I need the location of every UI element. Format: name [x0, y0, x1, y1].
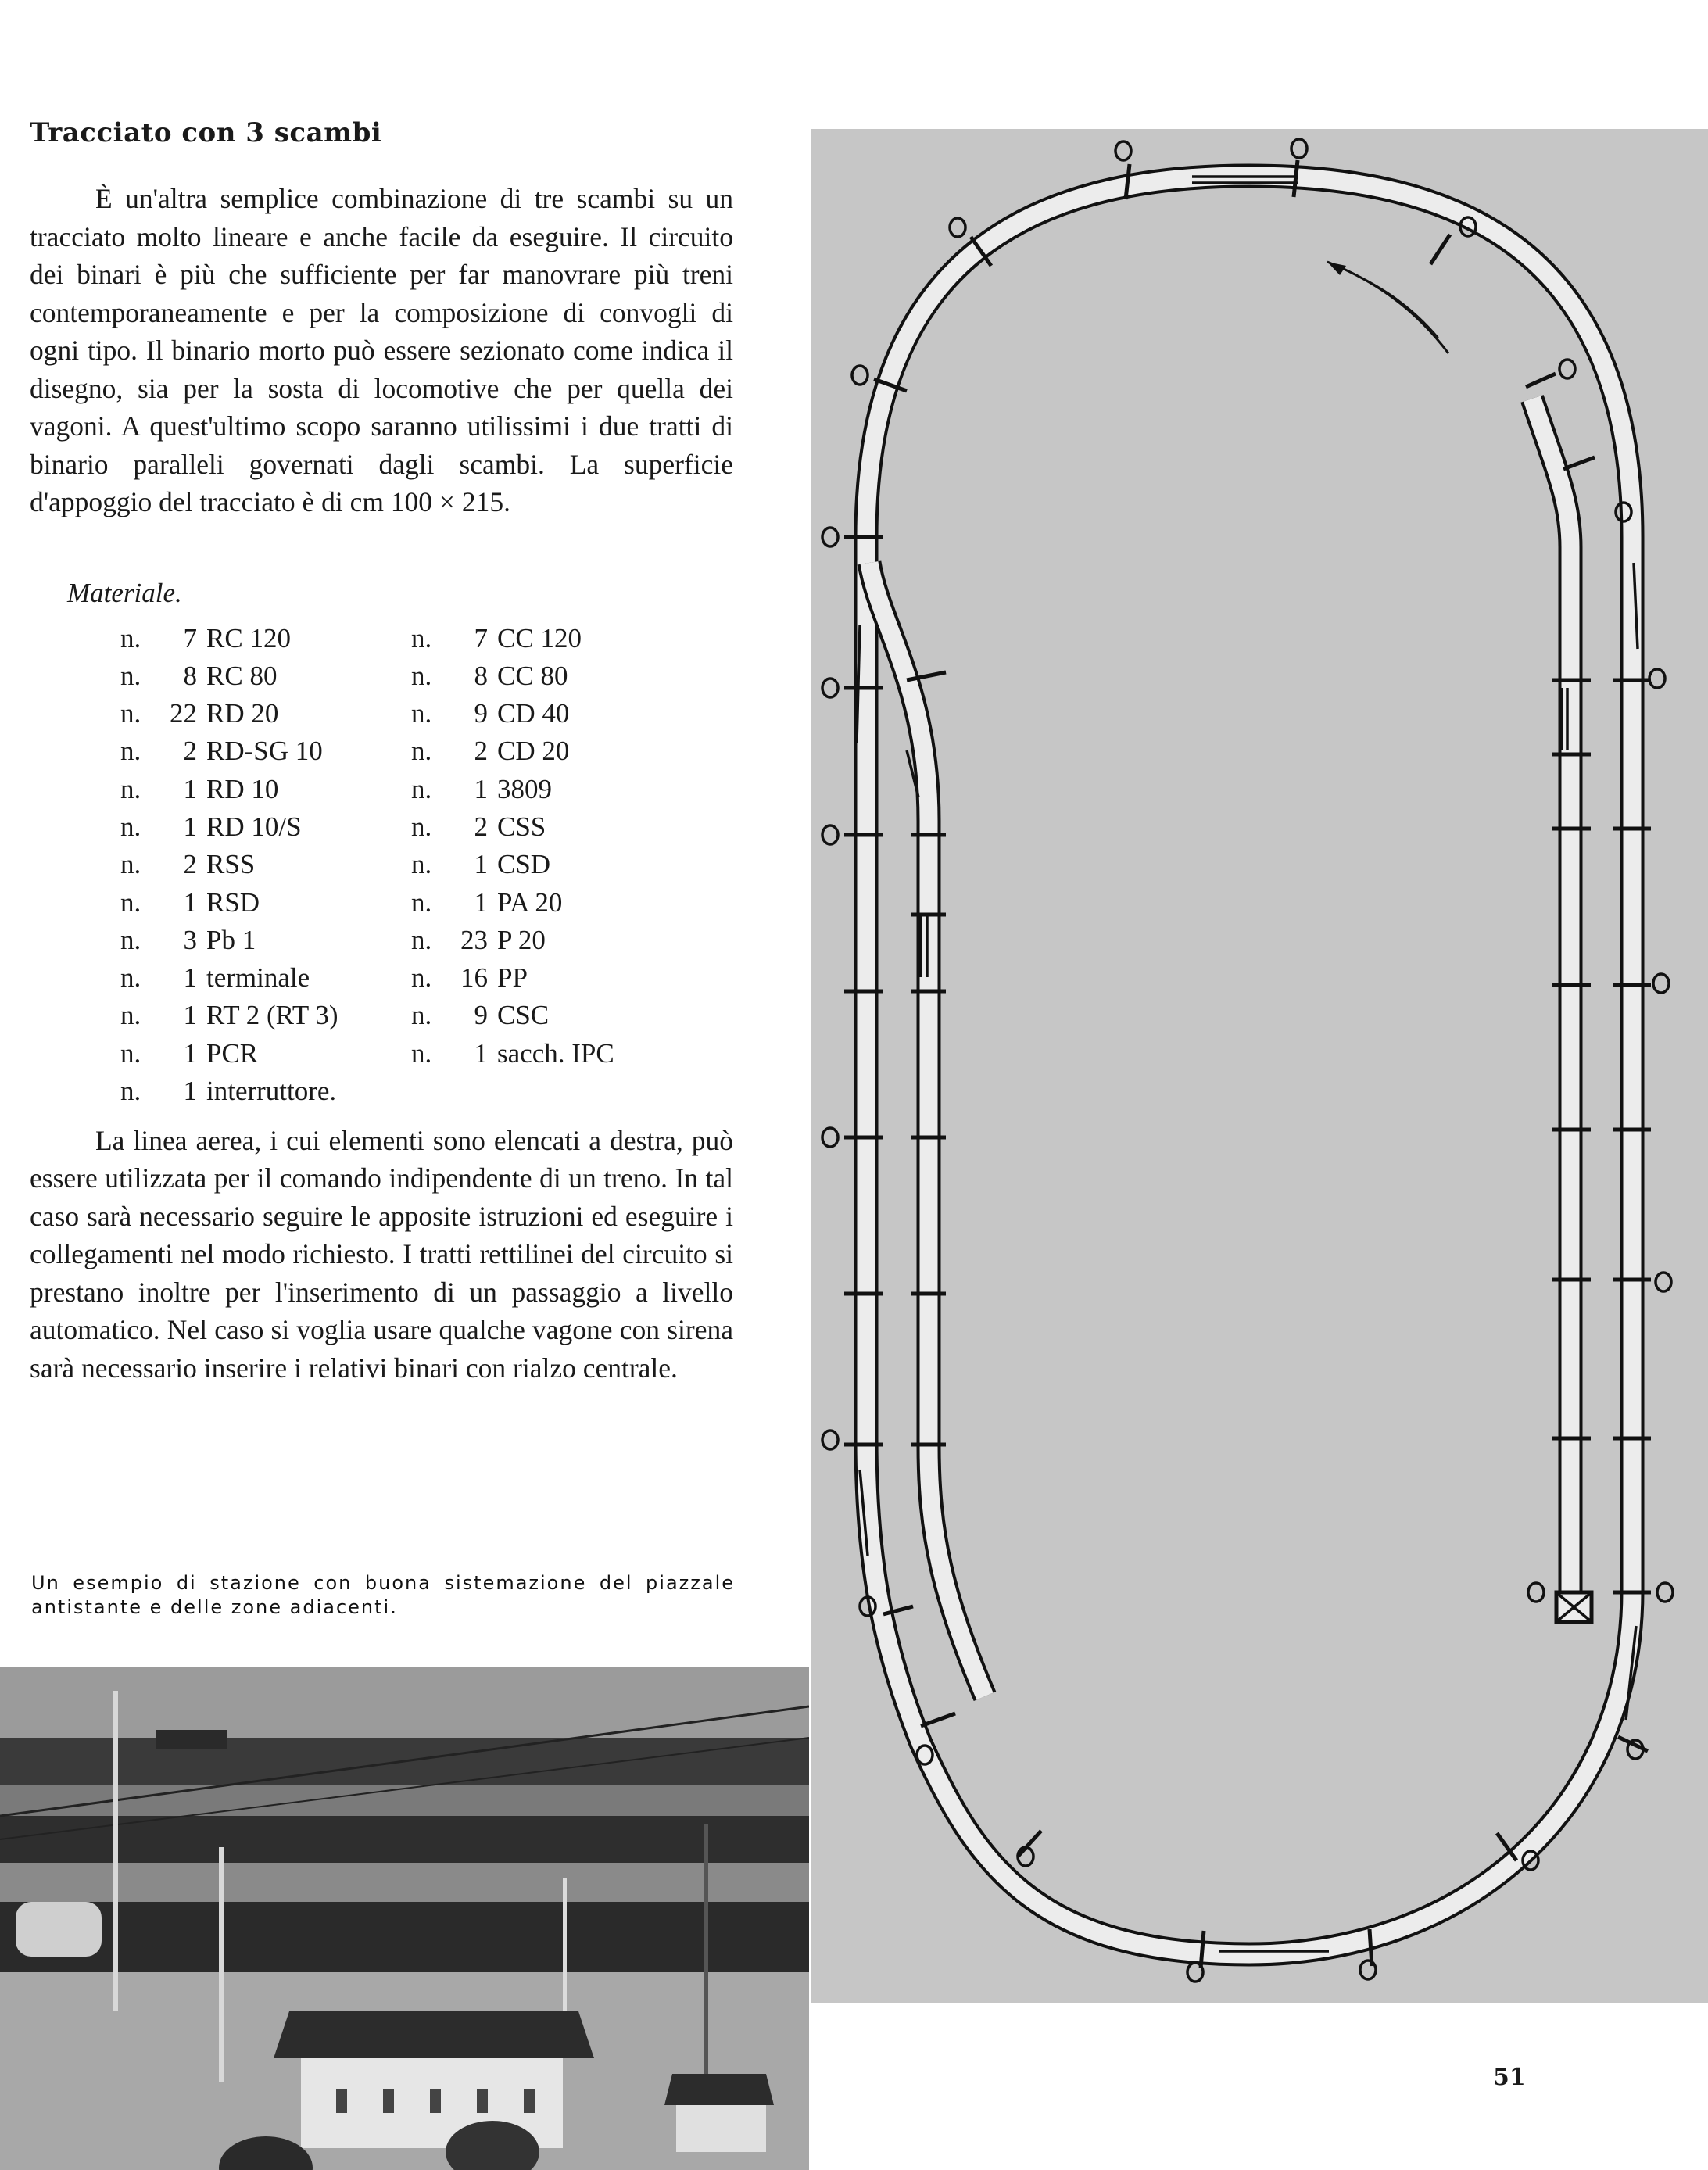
materials-quantity: 7	[474, 622, 488, 654]
page-title: Tracciato con 3 scambi	[30, 117, 382, 149]
materials-prefix: n.	[120, 736, 141, 767]
materials-prefix: n.	[411, 622, 432, 654]
materials-row	[120, 661, 338, 698]
materials-quantity: 7	[183, 622, 197, 654]
materials-row	[411, 962, 614, 1000]
materials-item: sacch. IPC	[497, 1037, 614, 1069]
materials-row	[411, 736, 614, 773]
buffer-stop-icon	[1556, 1592, 1592, 1622]
materials-item: RD 10	[206, 773, 279, 804]
overhead-line-paragraph: La linea aerea, i cui elementi sono elencati a destra, può essere utilizzata per il comando indipendente di un treno. In tal caso sarà necessario seguire le apposite istruzioni ed eseguire i collegamenti nel modo richiesto. I tratti rettilinei del circuito si prestano inoltre per l'inserimento di un passaggio a livello automatico. Nel caso si voglia usare qualche vagone con sirena sarà necessario inserire i relativi binari con rialzo centrale.	[30, 1124, 733, 1384]
materials-prefix: n.	[411, 736, 432, 767]
materials-item: P 20	[497, 924, 546, 955]
materials-item: CSC	[497, 1000, 550, 1031]
materials-column-left	[120, 623, 338, 1114]
materials-prefix: n.	[120, 698, 141, 729]
intro-paragraph: È un'altra semplice combinazione di tre scambi su un tracciato molto lineare e anche facile da eseguire. Il circuito dei binari è più che sufficiente per far manovrare più treni contemporaneamente e per la composizione di convogli di ogni tipo. Il binario morto può essere sezionato come indica il disegno, sia per la sosta di locomotive che per quella dei vagoni. A quest'ultimo scopo saranno utilissimi i due tratti di binario paralleli governati dagli scambi. La superficie d'appoggio del tracciato è di cm 100 × 215.	[30, 183, 733, 517]
materials-quantity: 2	[474, 736, 488, 767]
arrow-icon	[1327, 262, 1448, 353]
materials-quantity: 2	[183, 736, 197, 767]
materials-prefix: n.	[411, 924, 432, 955]
materials-row	[411, 811, 614, 849]
materials-item: CSS	[497, 811, 546, 842]
station-photo-image	[0, 1667, 809, 2170]
materials-prefix: n.	[411, 698, 432, 729]
track-layout-diagram	[811, 129, 1708, 2003]
materials-row	[120, 774, 338, 811]
materials-prefix: n.	[120, 1076, 141, 1107]
materials-row	[120, 1038, 338, 1076]
materials-quantity: 9	[474, 698, 488, 729]
materials-list	[30, 623, 733, 1108]
materials-quantity: 8	[183, 660, 197, 691]
materials-prefix: n.	[120, 924, 141, 955]
materials-prefix: n.	[120, 660, 141, 691]
materials-item: terminale	[206, 962, 310, 994]
materials-item: CC 120	[497, 622, 582, 654]
materials-item: RD 20	[206, 698, 279, 729]
materials-row	[411, 1038, 614, 1076]
track-joints	[844, 160, 1651, 1968]
materials-prefix: n.	[120, 811, 141, 842]
materials-quantity: 22	[170, 698, 197, 729]
materials-item: CC 80	[497, 660, 568, 691]
materials-heading: Materiale.	[67, 577, 182, 608]
materials-prefix: n.	[411, 849, 432, 880]
materials-prefix: n.	[120, 886, 141, 918]
track-diagram-panel	[811, 129, 1708, 2003]
materials-item: PCR	[206, 1037, 259, 1069]
materials-item: RD 10/S	[206, 811, 302, 842]
materials-quantity: 3	[183, 924, 197, 955]
materials-item: RC 80	[206, 660, 278, 691]
materials-row	[120, 811, 338, 849]
materials-prefix: n.	[411, 886, 432, 918]
page-number: 51	[1493, 2064, 1526, 2091]
materials-prefix: n.	[411, 1037, 432, 1069]
materials-item: PP	[497, 962, 528, 994]
materials-item: PA 20	[497, 886, 563, 918]
photo-caption: Un esempio di stazione con buona sistemazione del piazzale antistante e delle zone adiacenti.	[31, 1572, 735, 1618]
materials-quantity: 8	[474, 660, 488, 691]
materials-item: RC 120	[206, 622, 291, 654]
materials-column-right	[411, 623, 614, 1076]
materials-row	[120, 736, 338, 773]
materials-quantity: 16	[460, 962, 488, 994]
materials-row	[120, 962, 338, 1000]
dead-end-siding	[1532, 399, 1570, 1595]
materials-quantity: 1	[474, 886, 488, 918]
materials-prefix: n.	[120, 1037, 141, 1069]
materials-quantity: 2	[474, 811, 488, 842]
materials-row	[411, 661, 614, 698]
materials-item: RT 2 (RT 3)	[206, 1000, 338, 1031]
materials-row	[411, 1000, 614, 1037]
materials-prefix: n.	[120, 962, 141, 994]
materials-quantity: 1	[183, 1000, 197, 1031]
materials-quantity: 1	[183, 886, 197, 918]
materials-row	[411, 849, 614, 886]
materials-item: 3809	[497, 773, 552, 804]
materials-item: RSS	[206, 849, 256, 880]
materials-quantity: 1	[183, 1037, 197, 1069]
materials-prefix: n.	[120, 773, 141, 804]
materials-prefix: n.	[411, 962, 432, 994]
materials-row	[120, 887, 338, 925]
materials-quantity: 1	[183, 962, 197, 994]
materials-quantity: 1	[183, 811, 197, 842]
materials-quantity: 1	[183, 773, 197, 804]
materials-item: CSD	[497, 849, 551, 880]
materials-prefix: n.	[411, 1000, 432, 1031]
materials-quantity: 1	[183, 1076, 197, 1107]
materials-row	[120, 698, 338, 736]
materials-row	[411, 698, 614, 736]
materials-quantity: 1	[474, 1037, 488, 1069]
materials-item: interruttore.	[206, 1076, 337, 1107]
materials-row	[411, 887, 614, 925]
materials-row	[120, 849, 338, 886]
materials-quantity: 9	[474, 1000, 488, 1031]
materials-row	[120, 1076, 338, 1113]
text-column	[30, 117, 733, 1387]
materials-prefix: n.	[411, 660, 432, 691]
materials-item: RD-SG 10	[206, 736, 323, 767]
materials-row	[120, 925, 338, 962]
materials-quantity: 23	[460, 924, 488, 955]
materials-row	[120, 1000, 338, 1037]
materials-prefix: n.	[411, 811, 432, 842]
station-photo	[0, 1667, 809, 2170]
materials-item: Pb 1	[206, 924, 256, 955]
materials-row	[411, 774, 614, 811]
materials-quantity: 1	[474, 773, 488, 804]
materials-prefix: n.	[120, 622, 141, 654]
materials-quantity: 2	[183, 849, 197, 880]
materials-item: CD 40	[497, 698, 570, 729]
left-parallel-track	[869, 563, 985, 1696]
materials-row	[411, 925, 614, 962]
materials-item: RSD	[206, 886, 260, 918]
materials-prefix: n.	[411, 773, 432, 804]
materials-prefix: n.	[120, 849, 141, 880]
materials-row	[120, 623, 338, 661]
materials-item: CD 20	[497, 736, 570, 767]
materials-row	[411, 623, 614, 661]
materials-quantity: 1	[474, 849, 488, 880]
materials-prefix: n.	[120, 1000, 141, 1031]
